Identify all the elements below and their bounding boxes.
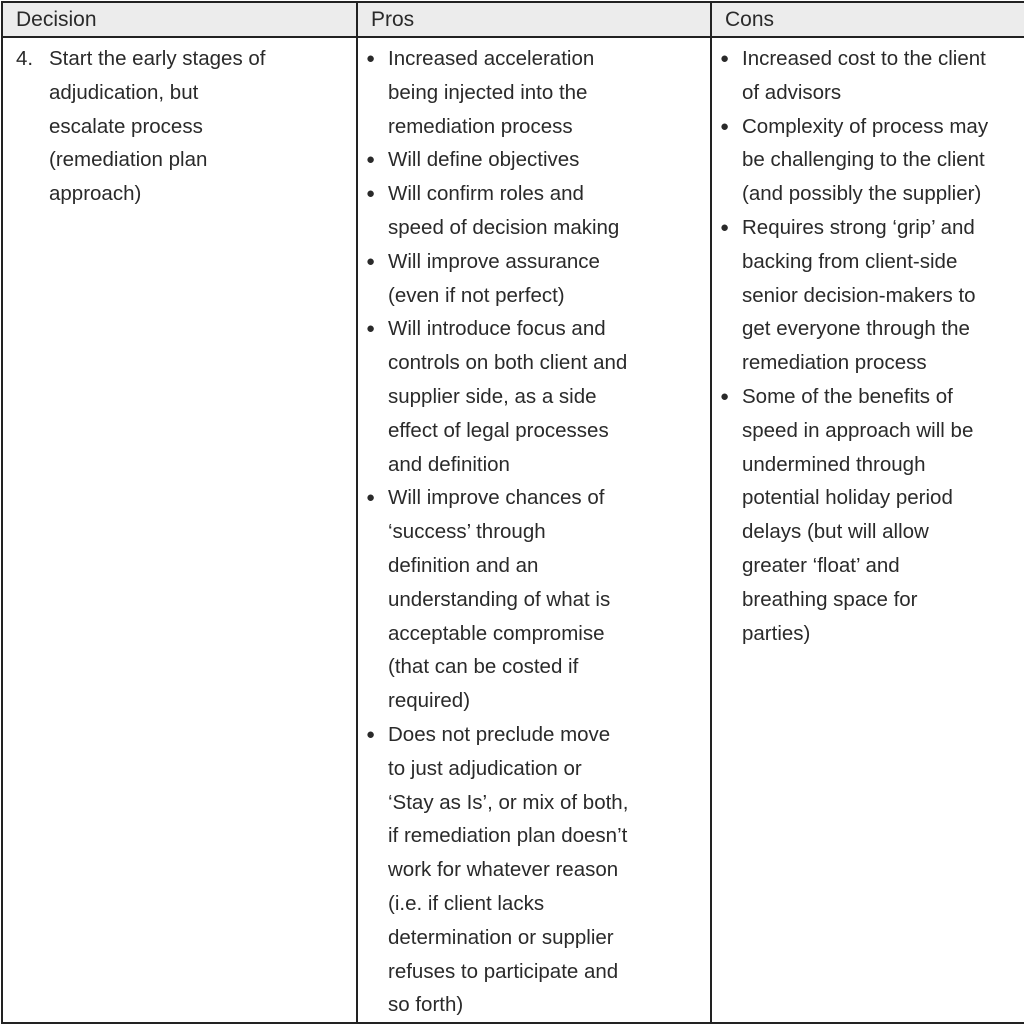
con-item bbox=[720, 110, 1024, 211]
con-item bbox=[720, 380, 1024, 650]
bullet-icon: ● bbox=[366, 50, 376, 67]
bullet-icon: ● bbox=[366, 185, 376, 203]
con-text: Some of the benefits of speed in approach will be undermined through potential holiday period delays (but will allow greater ‘float’ and breathing space for parties) bbox=[742, 384, 974, 645]
bullet-icon: ● bbox=[720, 218, 730, 236]
con-text: Requires strong ‘grip’ and backing from client-side senior decision-makers to get everyone through the remediation process bbox=[742, 215, 976, 375]
decision-table bbox=[1, 1, 1024, 1024]
bullet-icon: ● bbox=[366, 151, 376, 169]
decision-text: Start the early stages of adjudication, but escalate process (remediation plan approach) bbox=[49, 47, 266, 206]
header-row bbox=[2, 2, 1024, 37]
header-decision: Decision bbox=[2, 2, 357, 37]
pro-item bbox=[366, 245, 710, 313]
pro-text: Will define objectives bbox=[388, 148, 580, 172]
bullet-icon: ● bbox=[720, 50, 730, 67]
decision-number: 4. bbox=[16, 47, 34, 70]
bullet-icon: ● bbox=[366, 252, 376, 270]
pro-item bbox=[366, 312, 710, 481]
pros-cell bbox=[357, 37, 711, 1023]
pro-text: Will improve chances of ‘success’ through definition and an understanding of what is acceptable compromise (that can be costed if required) bbox=[388, 486, 611, 713]
pro-text: Will confirm roles and speed of decision making bbox=[388, 182, 620, 239]
pro-text: Increased acceleration being injected into the remediation process bbox=[388, 47, 595, 138]
con-item bbox=[720, 42, 1024, 110]
con-text: Increased cost to the client of advisors bbox=[742, 47, 986, 104]
bullet-icon: ● bbox=[720, 387, 730, 405]
pro-item bbox=[366, 177, 710, 245]
pro-item bbox=[366, 718, 710, 1022]
pro-text: Will improve assurance (even if not perfect) bbox=[388, 249, 600, 307]
pro-item bbox=[366, 481, 710, 718]
cons-cell bbox=[711, 37, 1024, 1023]
bullet-icon: ● bbox=[720, 117, 730, 135]
table-row bbox=[2, 37, 1024, 1023]
pro-item bbox=[366, 42, 710, 143]
pro-text: Does not preclude move to just adjudication or ‘Stay as Is’, or mix of both, if remediation plan doesn’t work for whatever reason (i.e. if client lacks determination or supplier refuses to participate and so forth) bbox=[388, 722, 629, 1017]
decision-cell bbox=[2, 37, 357, 1023]
pro-text: Will introduce focus and controls on both client and supplier side, as a side effect of legal processes and definition bbox=[388, 317, 628, 476]
bullet-icon: ● bbox=[366, 489, 376, 507]
bullet-icon: ● bbox=[366, 320, 376, 338]
con-text: Complexity of process may be challenging to the client (and possibly the supplier) bbox=[742, 114, 989, 206]
con-item bbox=[720, 211, 1024, 380]
header-pros: Pros bbox=[357, 2, 711, 37]
pro-item bbox=[366, 143, 710, 177]
bullet-icon: ● bbox=[366, 725, 376, 743]
header-cons: Cons bbox=[711, 2, 1024, 37]
